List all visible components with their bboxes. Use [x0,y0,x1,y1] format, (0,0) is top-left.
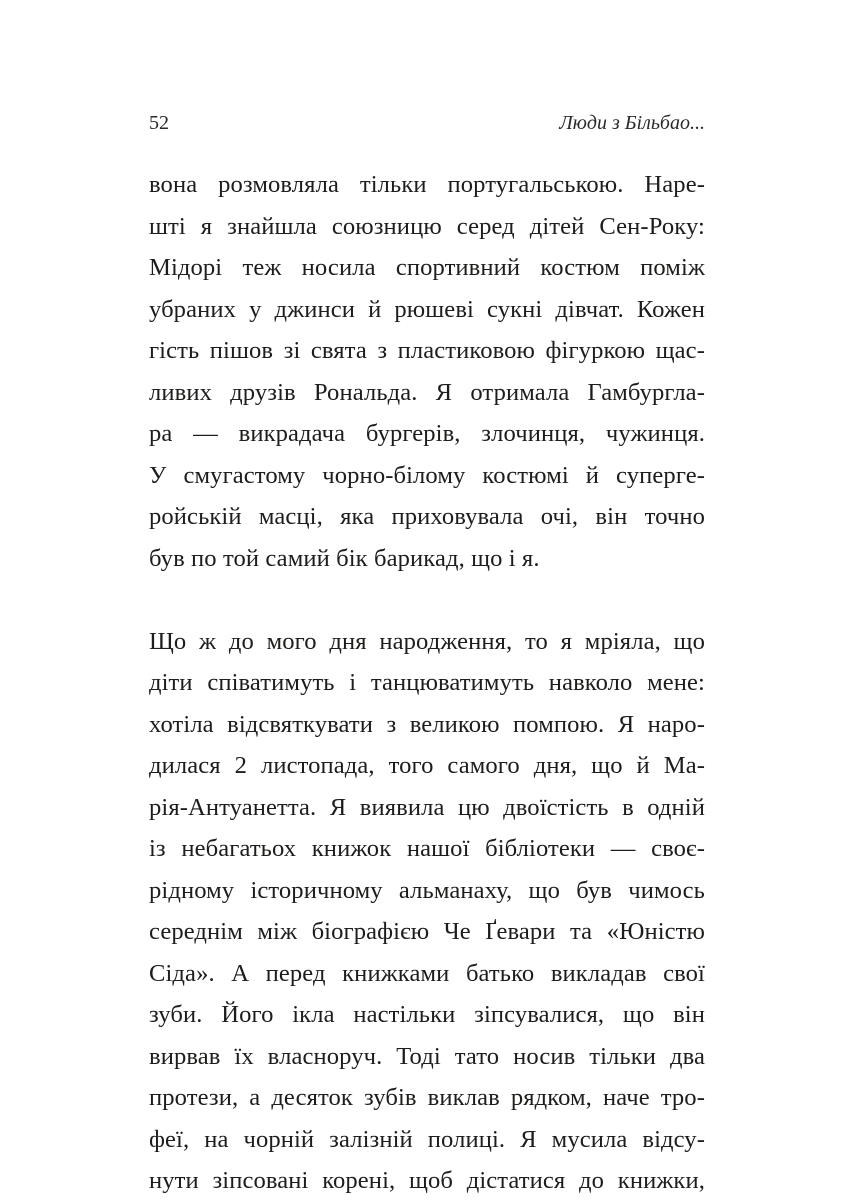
paragraph-gap [149,579,705,621]
text-line: був по той самий бік барикад, що і я. [149,544,540,572]
text-line: хотіла відсвяткувати з великою помпою. Я наро- [149,710,705,738]
text-line: Що ж до мого дня народження, то я мріяла, що [149,627,705,655]
text-line: дилася 2 листопада, того самого дня, що й Ма- [149,752,705,779]
paragraph [149,164,705,579]
text-line: ливих друзів Рональда. Я отримала Гамбургла- [149,378,705,406]
text-line: У смугастому чорно-білому костюмі й суперге- [149,461,705,489]
text-line: ра — викрадача бургерів, злочинця, чужинця. [149,420,705,447]
body-text [149,164,705,1202]
paragraph [149,621,705,1202]
text-line: рідному історичному альманаху, що був чимось [149,876,705,904]
text-line: протези, а десяток зубів виклав рядком, наче тро- [149,1084,705,1111]
text-line: Мідорі теж носила спортивний костюм поміж [149,254,705,281]
text-line: із небагатьох книжок нашої бібліотеки — своє- [149,835,705,862]
text-line: нути зіпсовані корені, щоб дістатися до книжки, [149,1167,705,1194]
text-line: Сіда». А перед книжками батько викладав свої [149,959,705,987]
text-line: середнім між біографією Че Ґевари та «Юністю [149,918,705,945]
text-line: убраних у джинси й рюшеві сукні дівчат. Кожен [149,295,705,323]
running-head [149,108,705,138]
text-line: гість пішов зі свята з пластиковою фігуркою щас- [149,337,705,364]
text-line: діти співатимуть і танцюватимуть навколо мене: [149,669,705,696]
text-line: рія-Антуанетта. Я виявила цю двоїстість в одній [149,793,705,821]
text-line: феї, на чорній залізній полиці. Я мусила відсу- [149,1125,705,1153]
page-number: 52 [149,112,169,134]
text-line: вирвав їх власноруч. Тоді тато носив тільки два [149,1042,705,1070]
running-title: Люди з Більбао... [559,112,705,134]
text-line: вона розмовляла тільки португальською. Наре- [149,171,705,198]
text-line: зуби. Його ікла настільки зіпсувалися, що він [149,1001,705,1028]
text-line: ройській масці, яка приховувала очі, він точно [149,503,705,530]
text-line: шті я знайшла союзницю серед дітей Сен-Року: [149,212,705,240]
